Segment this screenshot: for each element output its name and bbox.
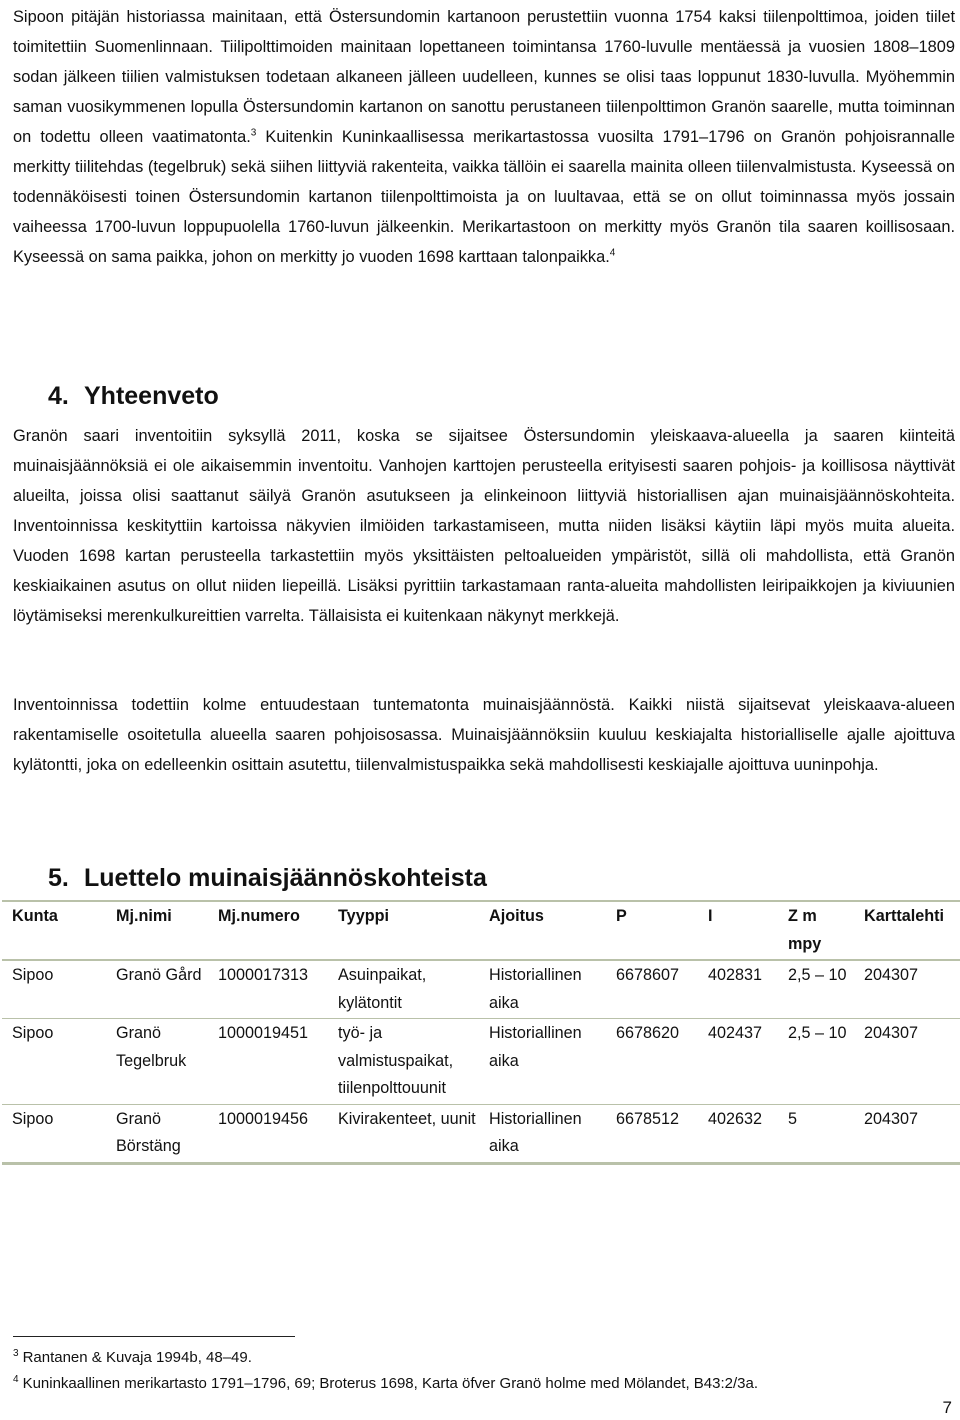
section-title: Luettelo muinaisjäännöskohteista <box>84 864 487 892</box>
cell-karttalehti: 204307 <box>864 1024 919 1042</box>
cell-z: 5 <box>788 1109 798 1128</box>
cell-numero: 1000017313 <box>218 966 309 984</box>
section-heading-summary <box>48 378 219 414</box>
cell-z: 2,5 – 10 <box>788 966 847 984</box>
cell-p: 6678620 <box>616 1024 680 1042</box>
header-tyyppi: Tyyppi <box>338 907 389 925</box>
footnote-separator <box>13 1336 295 1337</box>
table-row <box>2 1104 960 1163</box>
cell-numero: 1000019456 <box>218 1109 309 1128</box>
header-karttalehti: Karttalehti <box>864 907 945 925</box>
footnote-text: Rantanen & Kuvaja 1994b, 48–49. <box>22 1349 252 1366</box>
header-z: Z m mpy <box>788 907 822 953</box>
cell-karttalehti: 204307 <box>864 966 919 984</box>
cell-kunta: Sipoo <box>12 1109 54 1128</box>
cell-i: 402632 <box>708 1109 763 1128</box>
page-number: 7 <box>942 1398 952 1417</box>
table-row <box>2 960 960 1019</box>
summary-paragraph: Granön saari inventoitiin syksyllä 2011, koska se sijaitsee Östersundomin yleiskaava-alueella ja saaren kiinteitä muinaisjäännöksiä ei ole aikaisemmin inventoitu. Vanhojen karttojen perusteella erityisesti saaren pohjois- ja koillisosa näyttivät alueilta, joissa olisi saattanut säilyä Granön asutukseen ja elinkeinoon liittyviä historiallisen ajan muinaisjäännöskohteita. Inventoinnissa keskityttiin kartoissa näkyvien ilmiöiden tarkastamiseen, mutta niiden lisäksi käytiin läpi myös muita alueita. Vuoden 1698 kartan perusteella tarkastettiin myös yksittäisten peltoalueiden ympäristöt, sillä oli mahdollista, että Granön keskiaikainen asutus on ollut niiden liepeillä. Lisäksi pyrittiin tarkastamaan ranta-alueita mahdollisten leiripaikkojen ja kiviuunien löytämiseksi merenkulkureittien varrelta. Tällaisista ei kuitenkaan näkynyt merkkejä. <box>13 427 955 625</box>
cell-kunta: Sipoo <box>12 1024 54 1042</box>
cell-nimi: Granö Gård <box>116 966 202 984</box>
cell-kunta: Sipoo <box>12 966 54 984</box>
footnote-text: Kuninkaallinen merikartasto 1791–1796, 69; Broterus 1698, Karta öfver Granö holme med Mölandet, B43:2/3a. <box>22 1375 759 1392</box>
cell-tyyppi: työ- ja valmistuspaikat, tiilenpolttouunit <box>338 1024 454 1097</box>
header-nimi: Mj.nimi <box>116 907 172 925</box>
footnote-ref-4[interactable]: 4 <box>609 247 616 259</box>
findings-paragraph: Inventoinnissa todettiin kolme entuudestaan tuntematonta muinaisjäännöstä. Kaikki niistä sijaitsevat yleiskaava-alueen rakentamiselle osoitetulla alueella saaren pohjoisosassa. Muinaisjäännöksiin kuuluu keskiajalta historialliselle ajalle ajoittuva kylätontti, joka on edelleenkin osittain asutettu, tiilenvalmistuspaikka sekä mahdollisesti keskiajalle ajoittuva uuninpohja. <box>13 696 955 774</box>
footnote <box>13 1374 758 1394</box>
header-kunta: Kunta <box>12 907 58 925</box>
history-text-part-2: Kuitenkin Kuninkaallisessa merikartastossa vuosilta 1791–1796 on Granön pohjoisrannalle merkitty tiilitehdas (tegelbruk) sekä siihen liittyviä rakenteita, vaikka tällöin ei saarella mainita olleen tiilenvalmistusta. Kyseessä on todennäköisesti toinen Östersundomin kartanon tiilenpolttimoista ja on luultavaa, että se on ollut toiminnassa myös jossain vaiheessa 1700-luvun loppupuolella 1760-luvun jälkeenkin. Merikartastoon on merkitty myös Granön tila saaren koillisosaan. Kyseessä on sama paikka, johon on merkitty jo vuoden 1698 karttaan talonpaikka. <box>13 128 955 266</box>
cell-nimi: Granö Börstäng <box>116 1109 181 1155</box>
cell-ajoitus: Historiallinen aika <box>489 1024 582 1070</box>
section-number: 5. <box>48 864 69 892</box>
cell-ajoitus: Historiallinen aika <box>489 1109 582 1155</box>
footnote-ref-3[interactable]: 3 <box>250 127 257 139</box>
cell-z: 2,5 – 10 <box>788 1024 847 1042</box>
header-i: I <box>708 907 713 925</box>
cell-tyyppi: Kivirakenteet, uunit <box>338 1109 476 1128</box>
cell-ajoitus: Historiallinen aika <box>489 966 582 1012</box>
sites-table <box>2 900 960 1165</box>
cell-p: 6678512 <box>616 1109 680 1128</box>
cell-i: 402831 <box>708 966 763 984</box>
footnote <box>13 1348 252 1368</box>
cell-tyyppi: Asuinpaikat, kylätontit <box>338 966 427 1012</box>
cell-numero: 1000019451 <box>218 1024 309 1042</box>
footnote-number: 4 <box>13 1374 19 1385</box>
header-numero: Mj.numero <box>218 907 300 925</box>
footnote-number: 3 <box>13 1348 19 1359</box>
section-title: Yhteenveto <box>84 382 219 410</box>
cell-i: 402437 <box>708 1024 763 1042</box>
history-paragraph <box>13 2 955 272</box>
cell-p: 6678607 <box>616 966 680 984</box>
section-heading-list <box>48 860 487 896</box>
header-p: P <box>616 907 627 925</box>
cell-nimi: Granö Tegelbruk <box>116 1024 187 1070</box>
section-number: 4. <box>48 382 69 410</box>
table-header-row <box>2 901 960 960</box>
cell-karttalehti: 204307 <box>864 1109 919 1128</box>
history-text-part-1: Sipoon pitäjän historiassa mainitaan, että Östersundomin kartanoon perustettiin vuonna 1754 kaksi tiilenpolttimoa, joiden tiilet toimitettiin Suomenlinnaan. Tiilipolttimoiden mainitaan lopettaneen toimintansa 1760-luvulle mentäessä ja vuosien 1808–1809 sodan jälkeen tiilien valmistuksen todetaan alkaneen jälleen uudelleen, kunnes se olisi taas loppunut 1830-luvulla. Myöhemmin saman vuosikymmenen lopulla Östersundomin kartanon on sanottu perustaneen tiilenpolttimon Granön saarelle, mutta toiminnan on todettu olleen vaatimatonta. <box>13 8 955 146</box>
header-ajoitus: Ajoitus <box>489 907 544 925</box>
table-row <box>2 1019 960 1105</box>
